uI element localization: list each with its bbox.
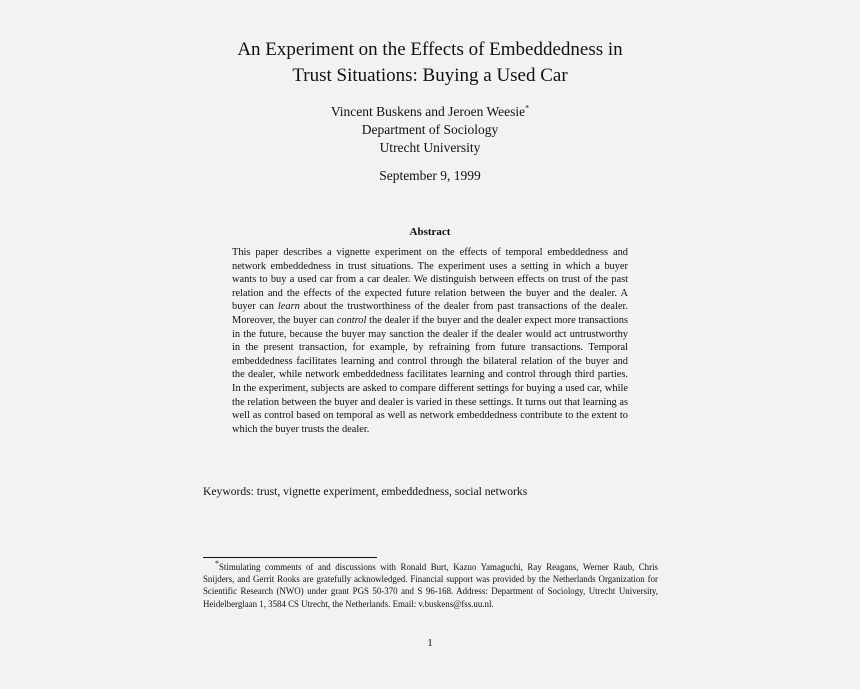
author-university: Utrecht University — [379, 140, 481, 155]
author-names — [180, 103, 680, 121]
page-number: 1 — [427, 637, 433, 649]
abstract-emphasis-control: control — [336, 314, 367, 326]
author-names-text: Vincent Buskens and Jeroen Weesie — [330, 104, 526, 119]
abstract-heading: Abstract — [409, 226, 451, 238]
footnote-marker: * — [215, 559, 219, 569]
paper-title — [180, 37, 680, 89]
author-department: Department of Sociology — [361, 122, 499, 137]
keywords: Keywords: trust, vignette experiment, embeddedness, social networks — [203, 485, 528, 498]
title-line-2: Trust Situations: Buying a Used Car — [292, 65, 568, 86]
footnote — [203, 561, 658, 610]
abstract-body — [232, 246, 628, 436]
abstract-emphasis-learn: learn — [277, 301, 300, 313]
footnote-rule — [203, 557, 377, 558]
abstract-text-3: the dealer if the buyer and the dealer expect more transactions in the future, because the buyer may sanction the dealer if the dealer would act untrustworthy in the present transaction, for example, by refraining from future transactions. Temporal embeddedness facilitates learning and control through the bilateral relation of the buyer and the dealer, while network embeddedness facilitates learning and control through third parties. In the experiment, subjects are asked to compare different settings for buying a used car, while the relation between the buyer and dealer is varied in these settings. It turns out that learning as well as control based on temporal as well as network embeddedness contribute to the extent to which the buyer trusts the dealer. — [232, 314, 629, 435]
abstract-text-2: about the trustworthiness of the dealer from past transactions of the dealer. Moreover, the buyer can — [232, 301, 628, 326]
title-line-1: An Experiment on the Effects of Embeddedness in — [237, 39, 623, 60]
abstract-text-1: This paper describes a vignette experiment on the effects of temporal embeddedness and network embeddedness in trust situations. The experiment uses a setting in which a buyer wants to buy a used car from a car dealer. We distinguish between effects on trust of the past relation and the effects of the expected future relation between the buyer and the dealer. A buyer can — [232, 247, 628, 313]
author-footnote-marker: * — [525, 103, 530, 113]
footnote-text: Stimulating comments of and discussions with Ronald Burt, Kazuo Yamaguchi, Ray Reagans, Werner Raub, Chris Snijders, and Gerrit Rooks are gratefully acknowledged. Financial support was provided by the Netherlands Organization for Scientific Research (NWO) under grant PGS 50-370 and S 96-168. Address: Department of Sociology, Utrecht University, Heidelberglaan 1, 3584 CS Utrecht, the Netherlands. Email: v.buskens@fss.uu.nl. — [203, 562, 658, 609]
paper-date: September 9, 1999 — [379, 168, 481, 183]
